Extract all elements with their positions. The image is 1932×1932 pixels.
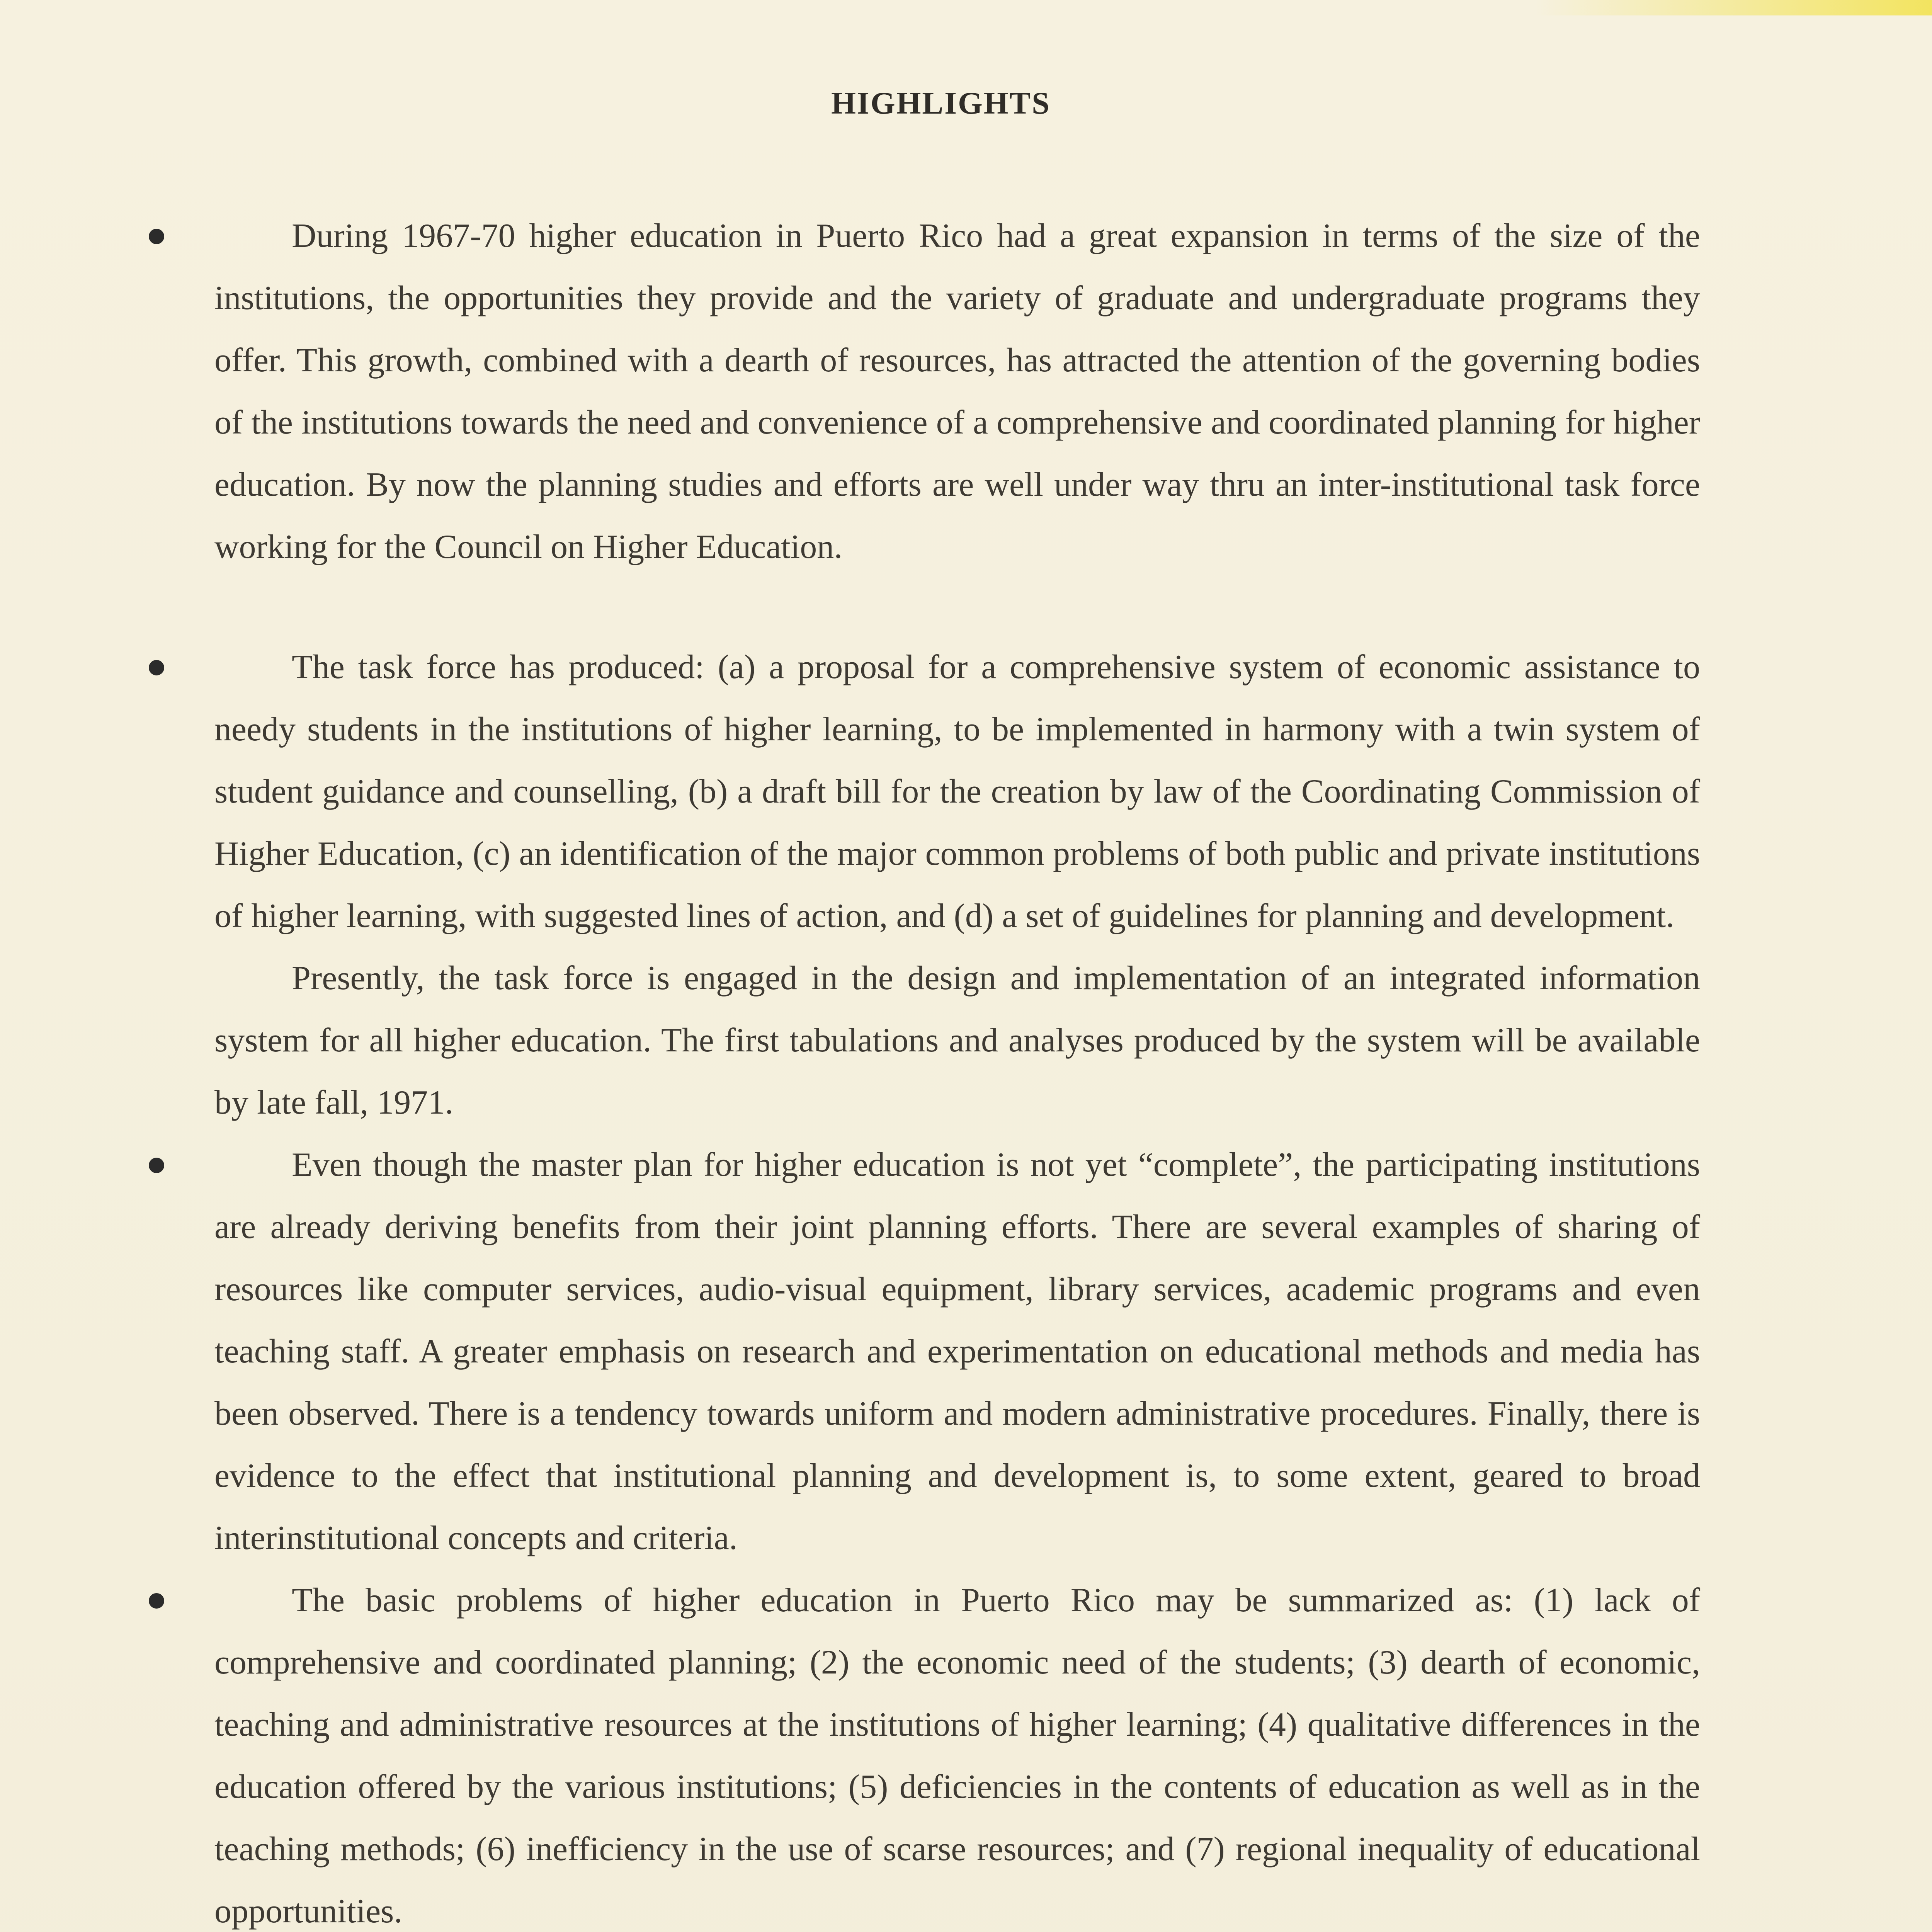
bullet-icon bbox=[149, 1593, 164, 1609]
paragraph-4-container bbox=[214, 1134, 1700, 1569]
paragraph-3-container bbox=[214, 947, 1700, 1134]
paragraph-5-container bbox=[214, 1569, 1700, 1932]
paragraph-5: The basic problems of higher education in Puerto Rico may be summarized as: (1) lack of comprehensive and coordinated planning; (2) the economic need of the students; (3) dearth of economic, teaching and administrative resources at the institutions of higher learning; (4) qualitative differences in the education offered by the various institutions; (5) deficiencies in the contents of education as well as in the teaching methods; (6) inefficiency in the use of scarse resources; and (7) regional inequality of educational opportunities. bbox=[214, 1582, 1700, 1930]
bullet-icon bbox=[149, 229, 164, 244]
bullet-icon bbox=[149, 660, 164, 675]
paragraph-4: Even though the master plan for higher education is not yet “complete”, the participating institutions are already deriving benefits from their joint planning efforts. There are several examples of sharing of resources like computer services, audio-visual equipment, library services, academic programs and even teaching staff. A greater emphasis on research and experimentation on educational methods and media has been observed. There is a tendency towards uniform and modern administrative procedures. Finally, there is evidence to the effect that institutional planning and development is, to some extent, geared to broad interinstitutional concepts and criteria. bbox=[214, 1146, 1700, 1557]
bullet-icon bbox=[149, 1158, 164, 1173]
paper-tint bbox=[1536, 0, 1932, 15]
paragraph-3: Presently, the task force is engaged in the design and implementation of an integrated information system for all higher education. The first tabulations and analyses produced by the system will be available by late fall, 1971. bbox=[214, 959, 1700, 1121]
page-title: HIGHLIGHTS bbox=[831, 85, 1051, 121]
paragraph-1-container bbox=[214, 205, 1700, 578]
paragraph-2: The task force has produced: (a) a proposal for a comprehensive system of economic assistance to needy students in the institutions of higher learning, to be implemented in harmony with a twin system of student guidance and counselling, (b) a draft bill for the creation by law of the Coordinating Commission of Higher Education, (c) an identification of the major common problems of both public and private institutions of higher learning, with suggested lines of action, and (d) a set of guidelines for planning and development. bbox=[214, 648, 1700, 935]
body-text bbox=[214, 205, 1700, 1932]
paragraph-2-container bbox=[214, 636, 1700, 947]
paragraph-1: During 1967-70 higher education in Puerto Rico had a great expansion in terms of the size of the institutions, the opportunities they provide and the variety of graduate and undergraduate programs they offer. This growth, combined with a dearth of resources, has attracted the attention of the governing bodies of the institutions towards the need and convenience of a comprehensive and coordinated planning for higher education. By now the planning studies and efforts are well under way thru an inter-institutional task force working for the Council on Higher Education. bbox=[214, 217, 1700, 566]
